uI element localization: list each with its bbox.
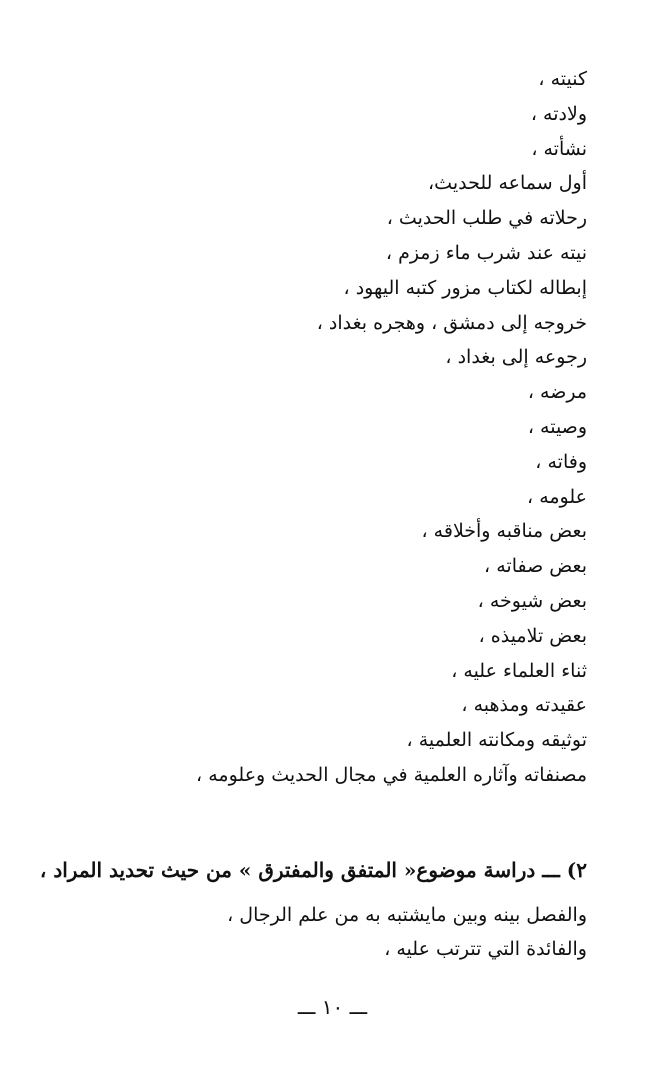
topic-line: بعض مناقبه وأخلاقه ، xyxy=(421,520,587,543)
topic-line: نيته عند شرب ماء زمزم ، xyxy=(385,241,587,264)
topic-line: رحلاته في طلب الحديث ، xyxy=(386,207,587,230)
topic-line: بعض شيوخه ، xyxy=(477,589,587,612)
topic-line: بعض صفاته ، xyxy=(484,555,587,578)
section-line: والفصل بينه وبين مايشتبه به من علم الرجال ، xyxy=(227,904,587,926)
topic-line: توثيقه ومكانته العلمية ، xyxy=(406,729,587,752)
topic-line: عقيدته ومذهبه ، xyxy=(461,694,587,717)
section-line: والفائدة التي تترتب عليه ، xyxy=(384,938,587,960)
topic-line: ثناء العلماء عليه ، xyxy=(451,659,587,682)
topic-line: إبطاله لكتاب مزور كتبه اليهود ، xyxy=(343,276,587,299)
topic-line: مصنفاته وآثاره العلمية في مجال الحديث وعلومه ، xyxy=(196,763,587,786)
section-description xyxy=(67,898,587,966)
topic-line: مرضه ، xyxy=(527,381,587,404)
topic-line: رجوعه إلى بغداد ، xyxy=(445,346,587,369)
topic-line: ولادته ، xyxy=(530,102,587,125)
topic-line: وصيته ، xyxy=(527,415,587,438)
topic-line: أول سماعه للحديث، xyxy=(428,172,587,195)
section-heading: ٢) ـــ دراسة موضوع« المتفق والمفترق » من حيث تحديد المراد ، xyxy=(39,858,587,882)
page-number: ـــ ١٠ ـــ xyxy=(297,995,368,1019)
topic-line: نشأته ، xyxy=(531,137,587,160)
topic-line: وفاته ، xyxy=(535,450,587,473)
topic-line: كنيته ، xyxy=(538,68,587,90)
topic-line: بعض تلاميذه ، xyxy=(478,624,587,647)
topic-line: علومه ، xyxy=(527,485,587,508)
topic-list xyxy=(67,62,587,793)
topic-line: خروجه إلى دمشق ، وهجره بغداد ، xyxy=(316,311,587,334)
